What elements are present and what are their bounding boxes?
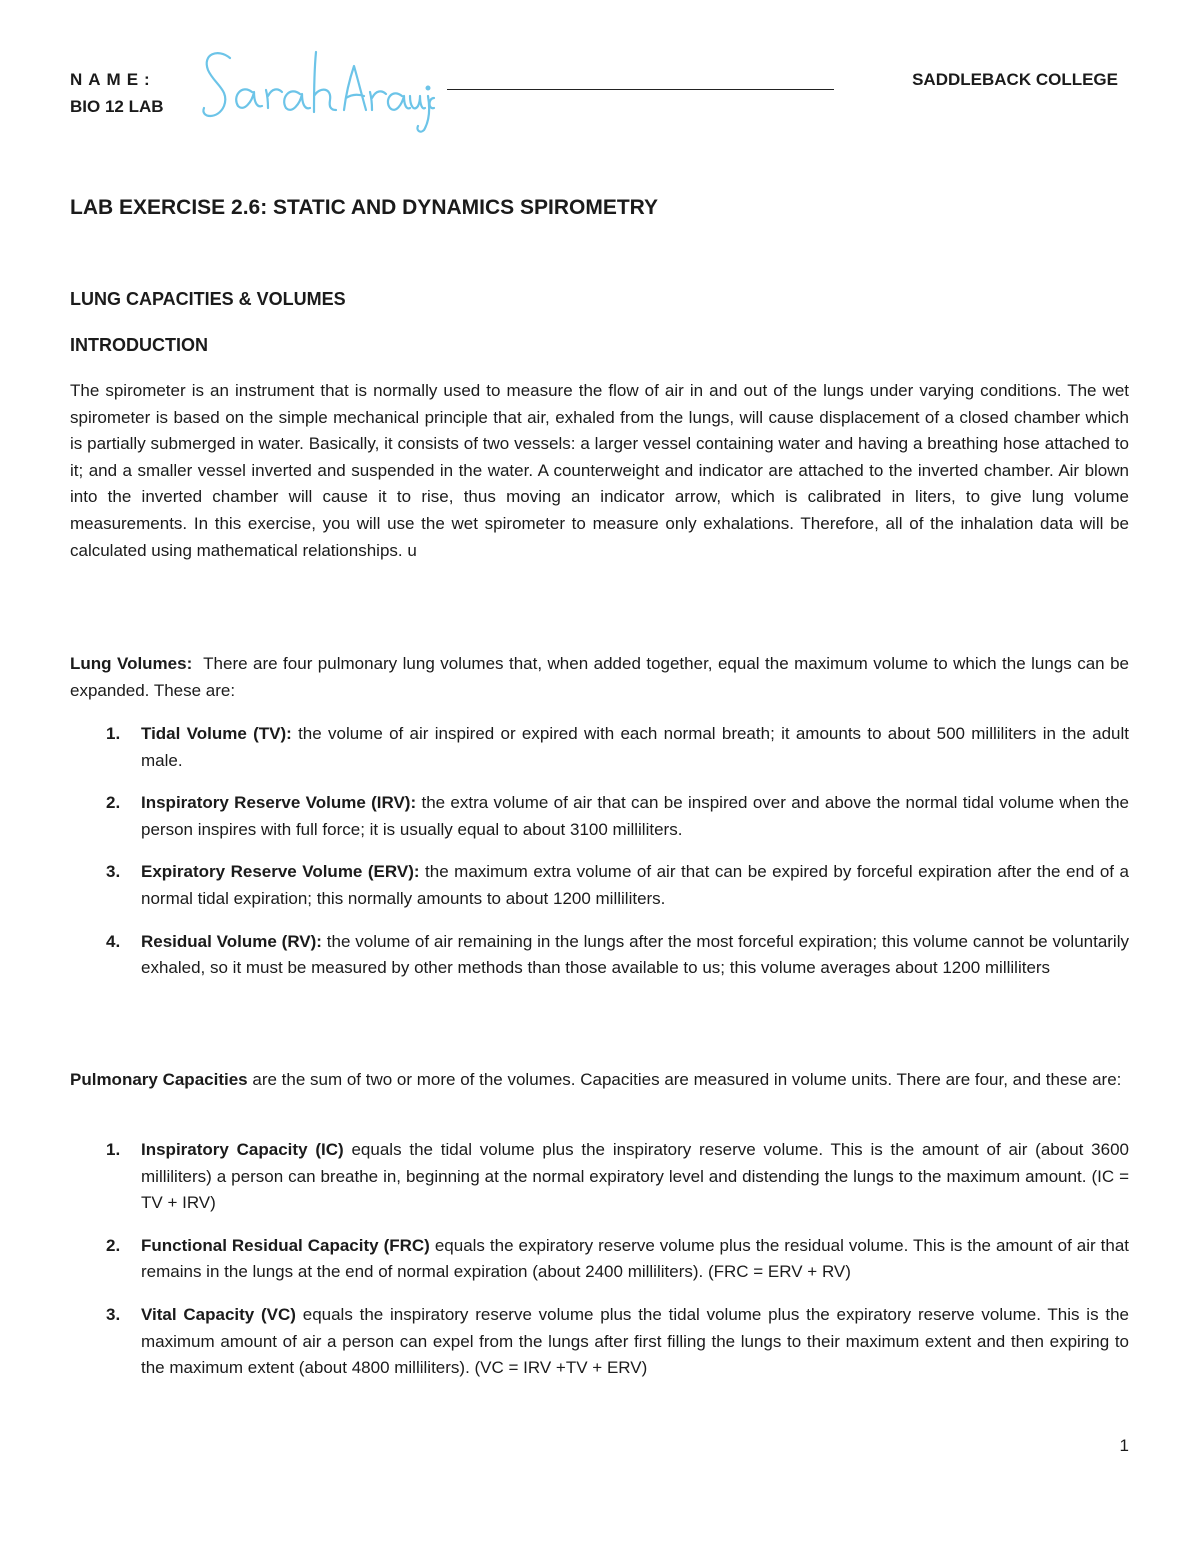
list-item — [70, 859, 1129, 912]
name-underline — [447, 89, 834, 90]
item-term: Tidal Volume (TV): — [141, 724, 292, 743]
subsection-title: INTRODUCTION — [70, 335, 208, 355]
signature-image — [196, 40, 436, 135]
item-text: the volume of air remaining in the lungs after the most forceful expiration; this volume cannot be voluntarily exhaled, so it must be measured by other methods than those available to us; this volume averages about 1200 milliliters — [141, 931, 1129, 978]
name-label: NAME: — [70, 70, 156, 89]
list-item — [70, 929, 1129, 982]
page-number: 1 — [1119, 1436, 1129, 1455]
capacities-label: Pulmonary Capacities — [70, 1070, 248, 1089]
capacities-intro — [70, 1067, 1129, 1094]
college-name: SADDLEBACK COLLEGE — [912, 70, 1118, 89]
list-item — [70, 1137, 1129, 1217]
item-term: Inspiratory Reserve Volume (IRV): — [141, 793, 417, 813]
item-term: Vital Capacity (VC) — [141, 1304, 296, 1324]
list-item — [70, 1233, 1129, 1286]
item-number: 3. — [106, 862, 121, 882]
section-title: LUNG CAPACITIES & VOLUMES — [70, 289, 346, 309]
item-number: 2. — [106, 1235, 121, 1255]
item-number: 1. — [106, 724, 121, 743]
item-term: Expiratory Reserve Volume (ERV): — [141, 862, 420, 882]
item-term: Residual Volume (RV): — [141, 931, 322, 951]
item-number: 4. — [106, 931, 121, 951]
item-text: the volume of air inspired or expired with each normal breath; it amounts to about 500 milliliters in the adult male. — [141, 724, 1130, 770]
item-text: equals the inspiratory reserve volume plus the tidal volume plus the expiratory reserve volume. This is the maximum amount of air a person can expel from the lungs after first filling the lungs to their maximum extent and then expiring to the maximum extent (about 4800 milliliters). (VC = IRV +TV + ERV) — [141, 1304, 1129, 1378]
list-item — [70, 1302, 1129, 1382]
capacities-text: are the sum of two or more of the volumes. Capacities are measured in volume units. There are four, and these are: — [252, 1070, 1122, 1089]
course-label: BIO 12 LAB — [70, 97, 164, 116]
lung-volumes-intro — [70, 651, 1129, 704]
item-number: 3. — [106, 1304, 121, 1324]
list-item — [70, 721, 1129, 774]
intro-paragraph: The spirometer is an instrument that is normally used to measure the flow of air in and out of the lungs under varying conditions. The wet spirometer is based on the simple mechanical principle that air, exhaled from the lungs, will cause displacement of a closed chamber which is partially submerged in water. Basically, it consists of two vessels: a larger vessel containing water and having a breathing hose attached to it; and a smaller vessel inverted and suspended in the water. A counterweight and indicator are attached to the inverted chamber. Air blown into the inverted chamber will cause it to rise, thus moving an indicator arrow, which is calibrated in liters, to give lung volume measurements. In this exercise, you will use the wet spirometer to measure only exhalations. Therefore, all of the inhalation data will be calculated using mathematical relationships. u — [70, 381, 1129, 560]
item-text: equals the tidal volume plus the inspiratory reserve volume. This is the amount of air (about 3600 milliliters) a person can breathe in, beginning at the normal expiratory level and distending the lungs to the maximum amount. (IC = TV + IRV) — [141, 1140, 1129, 1213]
item-term: Inspiratory Capacity (IC) — [141, 1140, 344, 1159]
item-term: Functional Residual Capacity (FRC) — [141, 1235, 430, 1255]
item-number: 1. — [106, 1140, 121, 1159]
capacities-list — [70, 1137, 1129, 1398]
lung-volumes-text: There are four pulmonary lung volumes that, when added together, equal the maximum volume to which the lungs can be expanded. These are: — [70, 654, 1130, 700]
item-text: the maximum extra volume of air that can be expired by forceful expiration after the end of a normal tidal expiration; this normally amounts to about 1200 milliliters. — [141, 862, 1129, 908]
item-text: the extra volume of air that can be inspired over and above the normal tidal volume when the person inspires with full force; it is usually equal to about 3100 milliliters. — [141, 793, 1129, 839]
item-text: equals the expiratory reserve volume plus the residual volume. This is the amount of air that remains in the lungs at the end of normal expiration (about 2400 milliliters). (FRC = ERV + RV) — [141, 1235, 1129, 1282]
list-item — [70, 790, 1129, 843]
item-number: 2. — [106, 793, 121, 813]
lung-volumes-list — [70, 721, 1129, 998]
document-title: LAB EXERCISE 2.6: STATIC AND DYNAMICS SPIROMETRY — [70, 196, 659, 219]
lung-volumes-label: Lung Volumes: — [70, 654, 193, 673]
